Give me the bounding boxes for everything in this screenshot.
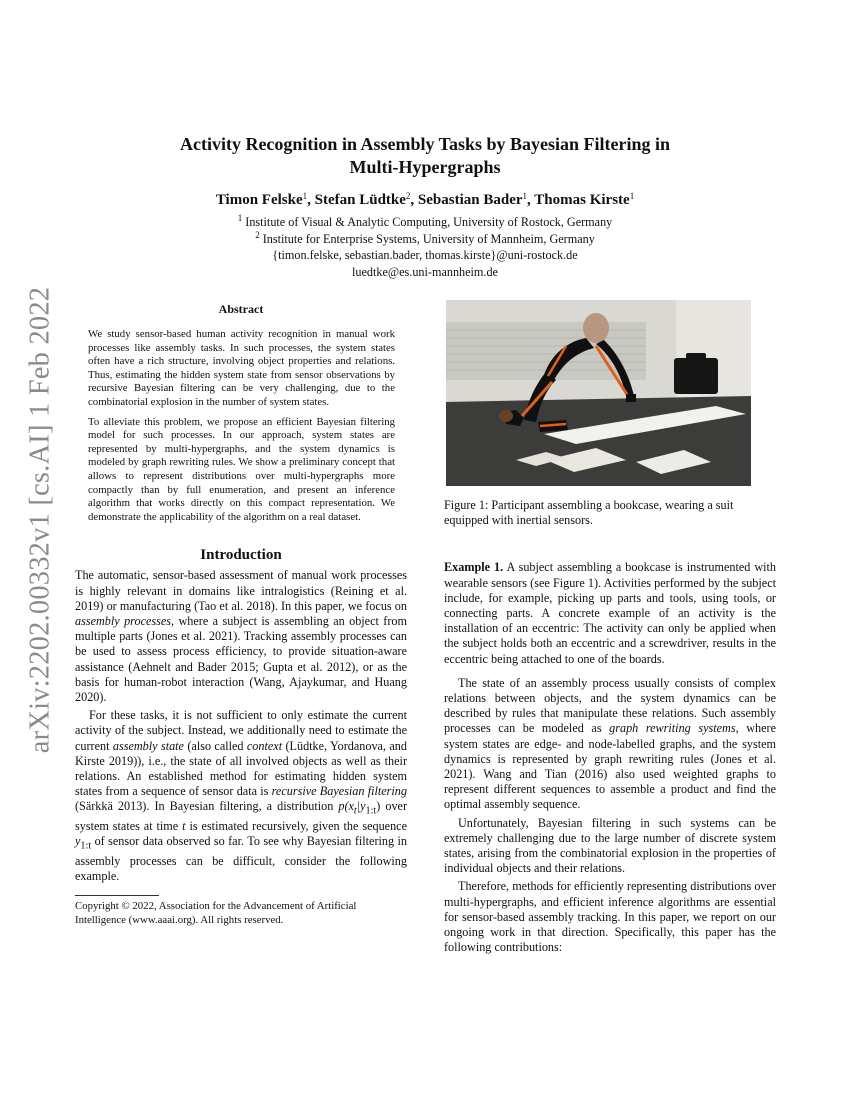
intro-paragraph-2: For these tasks, it is not sufficient to only estimate the current activity of the subject. Instead, we additionally need to estimate the current assembly state (also called context (Lüdtke, Yordanova, and Kirste 2019)), i.e., the state of all involved objects as well as their relations. An established method for estimating hidden system states from a sequence of sensor data is recursive Bayesian filtering (Särkkä 2013). In Bayesian filtering, a distribution $p(x_t|y_{1:t})$ over system states at time t is estimated recursively, given the sequence $y_{1:t}$ of sensor data observed so far. To see why Bayesian filtering in assembly processes can be difficult, consider the following example. [75,708,408,884]
abstract [75,328,407,524]
author: Timon Felske$^1$, [215,191,315,208]
arxiv-stamp [18,286,62,754]
left-column [75,302,407,927]
introduction-heading: Introduction [200,547,282,564]
email-line-1[interactable]: {timon.felske, sebastian.bader, thomas.kirste}@uni-rostock.de [272,248,578,262]
author: Sebastian Bader$^1$, [417,191,535,208]
math-distribution: $p(x_t|y_{1:t})$ [338,799,381,817]
right-paragraph-2: The state of an assembly process usually consists of complex relations between objects, and the system dynamics can be described by rules that manipulate these relations. Such assembly processes can be modeled as graph rewriting systems, where system states are edge- and node-labelled graphs, and the system dynamics is represented by graph rewriting rules (Jones et al. 2021). Wang and Tian (2016) also used weighted graphs to represent different sequences to assemble a product and find the optimal assembly sequence. [444,675,776,812]
example-1: Example 1. A subject assembling a bookcase is instrumented with wearable sensors (see Figure 1). Activities performed by the subject include, for example, picking up parts and tools, using tools, or connecting parts. A concrete example of an activity is the installation of an eccentric: The activity can only be applied when the subject holds both an eccentric and a screwdriver, results in the eccentric being attached to one of the boards. [444,560,777,666]
title-line-1: Activity Recognition in Assembly Tasks by Bayesian Filtering in [179,134,671,154]
abstract-paragraph-1: We study sensor-based human activity recognition in manual work processes like assembly tasks. In such processes, the system states often have a rich structure, involving object properties and relations. Thus, estimating the hidden system state from sensor observations by recursive Bayesian filtering can be very challenging, due to the combinatorial explosion in the number of system states. [88,328,395,408]
right-paragraph-4: Therefore, methods for efficiently representing distributions over multi-hypergraphs, and efficient inference algorithms are essential for sensor-based assembly tracking. In this paper, we report on our ongoing work in that direction. Specifically, this paper has the following contributions: [444,879,776,955]
affiliation-2: $^2$ Institute for Enterprise Systems, University of Mannheim, Germany [255,229,595,246]
photo-participant-shoe [499,410,513,422]
author: Stefan Lüdtke$^2$, [314,191,418,208]
right-column [444,300,776,955]
affiliations [100,214,750,280]
email-line-2[interactable]: luedtke@es.uni-mannheim.de [352,264,498,279]
title-line-2: Multi-Hypergraphs [349,157,501,177]
right-body [444,560,776,955]
arxiv-stamp-text: arXiv:2202.00332v1 [cs.AI] 1 Feb 2022 [24,286,56,754]
participant-assembly-image [446,300,751,486]
copyright-footnote: Copyright © 2022, Association for the Advancement of Artificial Intelligence (www.aaai.org). All rights reserved. [75,900,357,926]
figure-1-caption: Figure 1: Participant assembling a bookcase, wearing a suit equipped with inertial sensors. [444,498,734,528]
photo-participant-head [583,313,609,343]
intro-paragraph-1: The automatic, sensor-based assessment of manual work processes is highly relevant in domains like intralogistics (Reining et al. 2019) or manufacturing (Tao et al. 2018). In this paper, we focus on assembly processes, where a subject is assembling an object from multiple parts (Jones et al. 2021). Tracking assembly processes can be used to assess process efficiency, to provide situation-aware assistance (Aehnelt and Bader 2015; Gupta et al. 2012), or as the basis for human-robot interaction (Wang, Ajaykumar, and Huang 2020). [75,568,407,704]
affiliation-1: $^1$ Institute of Visual & Analytic Computing, University of Rostock, Germany [237,213,613,229]
photo-case [674,358,718,394]
abstract-heading: Abstract [218,302,264,316]
author: Thomas Kirste$^1$ [534,191,635,208]
right-paragraph-3: Unfortunately, Bayesian filtering in such systems can be extremely challenging due to the large number of discrete system states, arising from the combinatorial explosion in the properties of individual objects and their relations. [444,815,776,876]
abstract-paragraph-2: To alleviate this problem, we propose an efficient Bayesian filtering model for such processes. In our approach, system states are represented by multi-hypergraphs, and the system dynamics is modeled by graph rewriting rules. We show a preliminary concept that allows to represent distributions over multi-hypergraphs more compactly than by full enumeration, and present an inference algorithm that works directly on this compact representation. We demonstrate the applicability of the algorithm on a real dataset. [88,415,395,523]
paper-title [100,133,750,179]
footnote-rule [75,895,159,896]
figure-1-photo [446,300,751,486]
introduction-body [75,568,407,884]
author-list [100,190,750,210]
photo-case-handle [686,353,706,359]
